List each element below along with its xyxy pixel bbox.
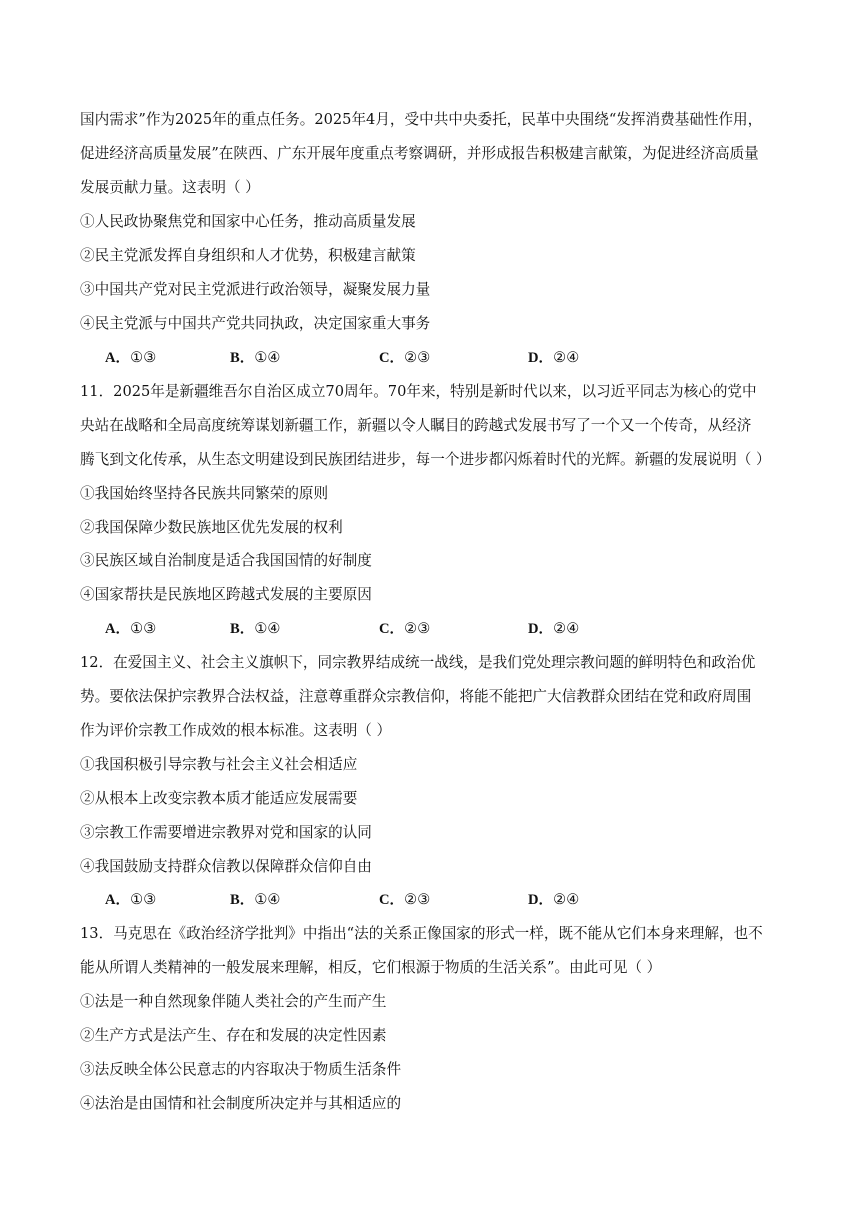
q10-options bbox=[0, 348, 860, 368]
option-letter: B． bbox=[230, 350, 255, 366]
q11-item-3: ③民族区域自治制度是适合我国国情的好制度 bbox=[80, 552, 372, 569]
q11-option-b bbox=[230, 619, 281, 639]
option-letter: A． bbox=[105, 621, 131, 637]
q12-stem-line-1: 12．在爱国主义、社会主义旗帜下，同宗教界结成统一战线，是我们党处理宗教问题的鲜明特色和政治优 bbox=[80, 654, 756, 671]
q10-option-b bbox=[230, 348, 281, 368]
option-text: ②④ bbox=[553, 620, 580, 637]
option-text: ①③ bbox=[130, 891, 157, 908]
q12-stem-line-2: 势。要依法保护宗教界合法权益，注意尊重群众宗教信仰，将能不能把广大信教群众团结在党和政府周围 bbox=[80, 688, 752, 705]
option-letter: C． bbox=[379, 892, 405, 908]
option-text: ①③ bbox=[130, 620, 157, 637]
option-letter: A． bbox=[105, 350, 131, 366]
q12-option-c bbox=[379, 890, 430, 910]
q10-stem-line-3: 发展贡献力量。这表明（ ） bbox=[80, 179, 260, 196]
option-letter: D． bbox=[528, 350, 554, 366]
q12-item-4: ④我国鼓励支持群众信教以保障群众信仰自由 bbox=[80, 858, 372, 875]
q11-item-1: ①我国始终坚持各民族共同繁荣的原则 bbox=[80, 485, 329, 502]
q11-stem-line-3: 腾飞到文化传承，从生态文明建设到民族团结进步，每一个进步都闪烁着时代的光辉。新疆的发展说明（ ） bbox=[80, 451, 771, 468]
q10-option-d bbox=[528, 348, 579, 368]
q13-item-4: ④法治是由国情和社会制度所决定并与其相适应的 bbox=[80, 1095, 402, 1112]
q12-stem-line-3: 作为评价宗教工作成效的根本标准。这表明（ ） bbox=[80, 722, 392, 739]
q10-item-2: ②民主党派发挥自身组织和人才优势，积极建言献策 bbox=[80, 247, 416, 264]
q10-item-4: ④民主党派与中国共产党共同执政，决定国家重大事务 bbox=[80, 315, 431, 332]
q11-options bbox=[0, 619, 860, 639]
q11-item-2: ②我国保障少数民族地区优先发展的权利 bbox=[80, 519, 343, 536]
option-text: ②④ bbox=[553, 349, 580, 366]
option-letter: D． bbox=[528, 621, 554, 637]
option-text: ②④ bbox=[553, 891, 580, 908]
option-letter: B． bbox=[230, 892, 255, 908]
q12-option-a bbox=[105, 890, 156, 910]
q12-option-d bbox=[528, 890, 579, 910]
q13-stem-line-2: 能从所谓人类精神的一般发展来理解，相反，它们根源于物质的生活关系”。由此可见（ ） bbox=[80, 959, 662, 976]
q10-option-a bbox=[105, 348, 156, 368]
option-text: ②③ bbox=[404, 349, 431, 366]
q12-option-b bbox=[230, 890, 281, 910]
option-letter: C． bbox=[379, 350, 405, 366]
q10-option-c bbox=[379, 348, 430, 368]
option-letter: D． bbox=[528, 892, 554, 908]
q10-item-1: ①人民政协聚焦党和国家中心任务，推动高质量发展 bbox=[80, 213, 416, 230]
option-letter: A． bbox=[105, 892, 131, 908]
q13-item-3: ③法反映全体公民意志的内容取决于物质生活条件 bbox=[80, 1061, 402, 1078]
q11-stem-line-1: 11．2025年是新疆维吾尔自治区成立70周年。70年来，特别是新时代以来，以习近平同志为核心的党中 bbox=[80, 383, 757, 400]
option-text: ②③ bbox=[404, 620, 431, 637]
q11-stem-line-2: 央站在战略和全局高度统筹谋划新疆工作，新疆以令人瞩目的跨越式发展书写了一个又一个传奇，从经济 bbox=[80, 417, 752, 434]
q13-stem-line-1: 13．马克思在《政治经济学批判》中指出“法的关系正像国家的形式一样，既不能从它们本身来理解，也不 bbox=[80, 925, 763, 942]
option-text: ①④ bbox=[254, 349, 281, 366]
q12-options bbox=[0, 890, 860, 910]
q10-item-3: ③中国共产党对民主党派进行政治领导，凝聚发展力量 bbox=[80, 281, 431, 298]
option-text: ②③ bbox=[404, 891, 431, 908]
q10-stem-line-1: 国内需求”作为2025年的重点任务。2025年4月，受中共中央委托，民革中央围绕“发挥消费基础性作用， bbox=[80, 111, 763, 128]
option-text: ①④ bbox=[254, 891, 281, 908]
q12-item-3: ③宗教工作需要增进宗教界对党和国家的认同 bbox=[80, 824, 372, 841]
option-text: ①④ bbox=[254, 620, 281, 637]
q13-item-2: ②生产方式是法产生、存在和发展的决定性因素 bbox=[80, 1027, 387, 1044]
q11-item-4: ④国家帮扶是民族地区跨越式发展的主要原因 bbox=[80, 586, 372, 603]
q11-option-a bbox=[105, 619, 156, 639]
q12-item-1: ①我国积极引导宗教与社会主义社会相适应 bbox=[80, 756, 358, 773]
option-letter: C． bbox=[379, 621, 405, 637]
q10-stem-line-2: 促进经济高质量发展”在陕西、广东开展年度重点考察调研，并形成报告积极建言献策，为促进经济高质量 bbox=[80, 145, 759, 162]
q11-option-d bbox=[528, 619, 579, 639]
q13-item-1: ①法是一种自然现象伴随人类社会的产生而产生 bbox=[80, 993, 387, 1010]
option-text: ①③ bbox=[130, 349, 157, 366]
q11-option-c bbox=[379, 619, 430, 639]
q12-item-2: ②从根本上改变宗教本质才能适应发展需要 bbox=[80, 790, 358, 807]
option-letter: B． bbox=[230, 621, 255, 637]
